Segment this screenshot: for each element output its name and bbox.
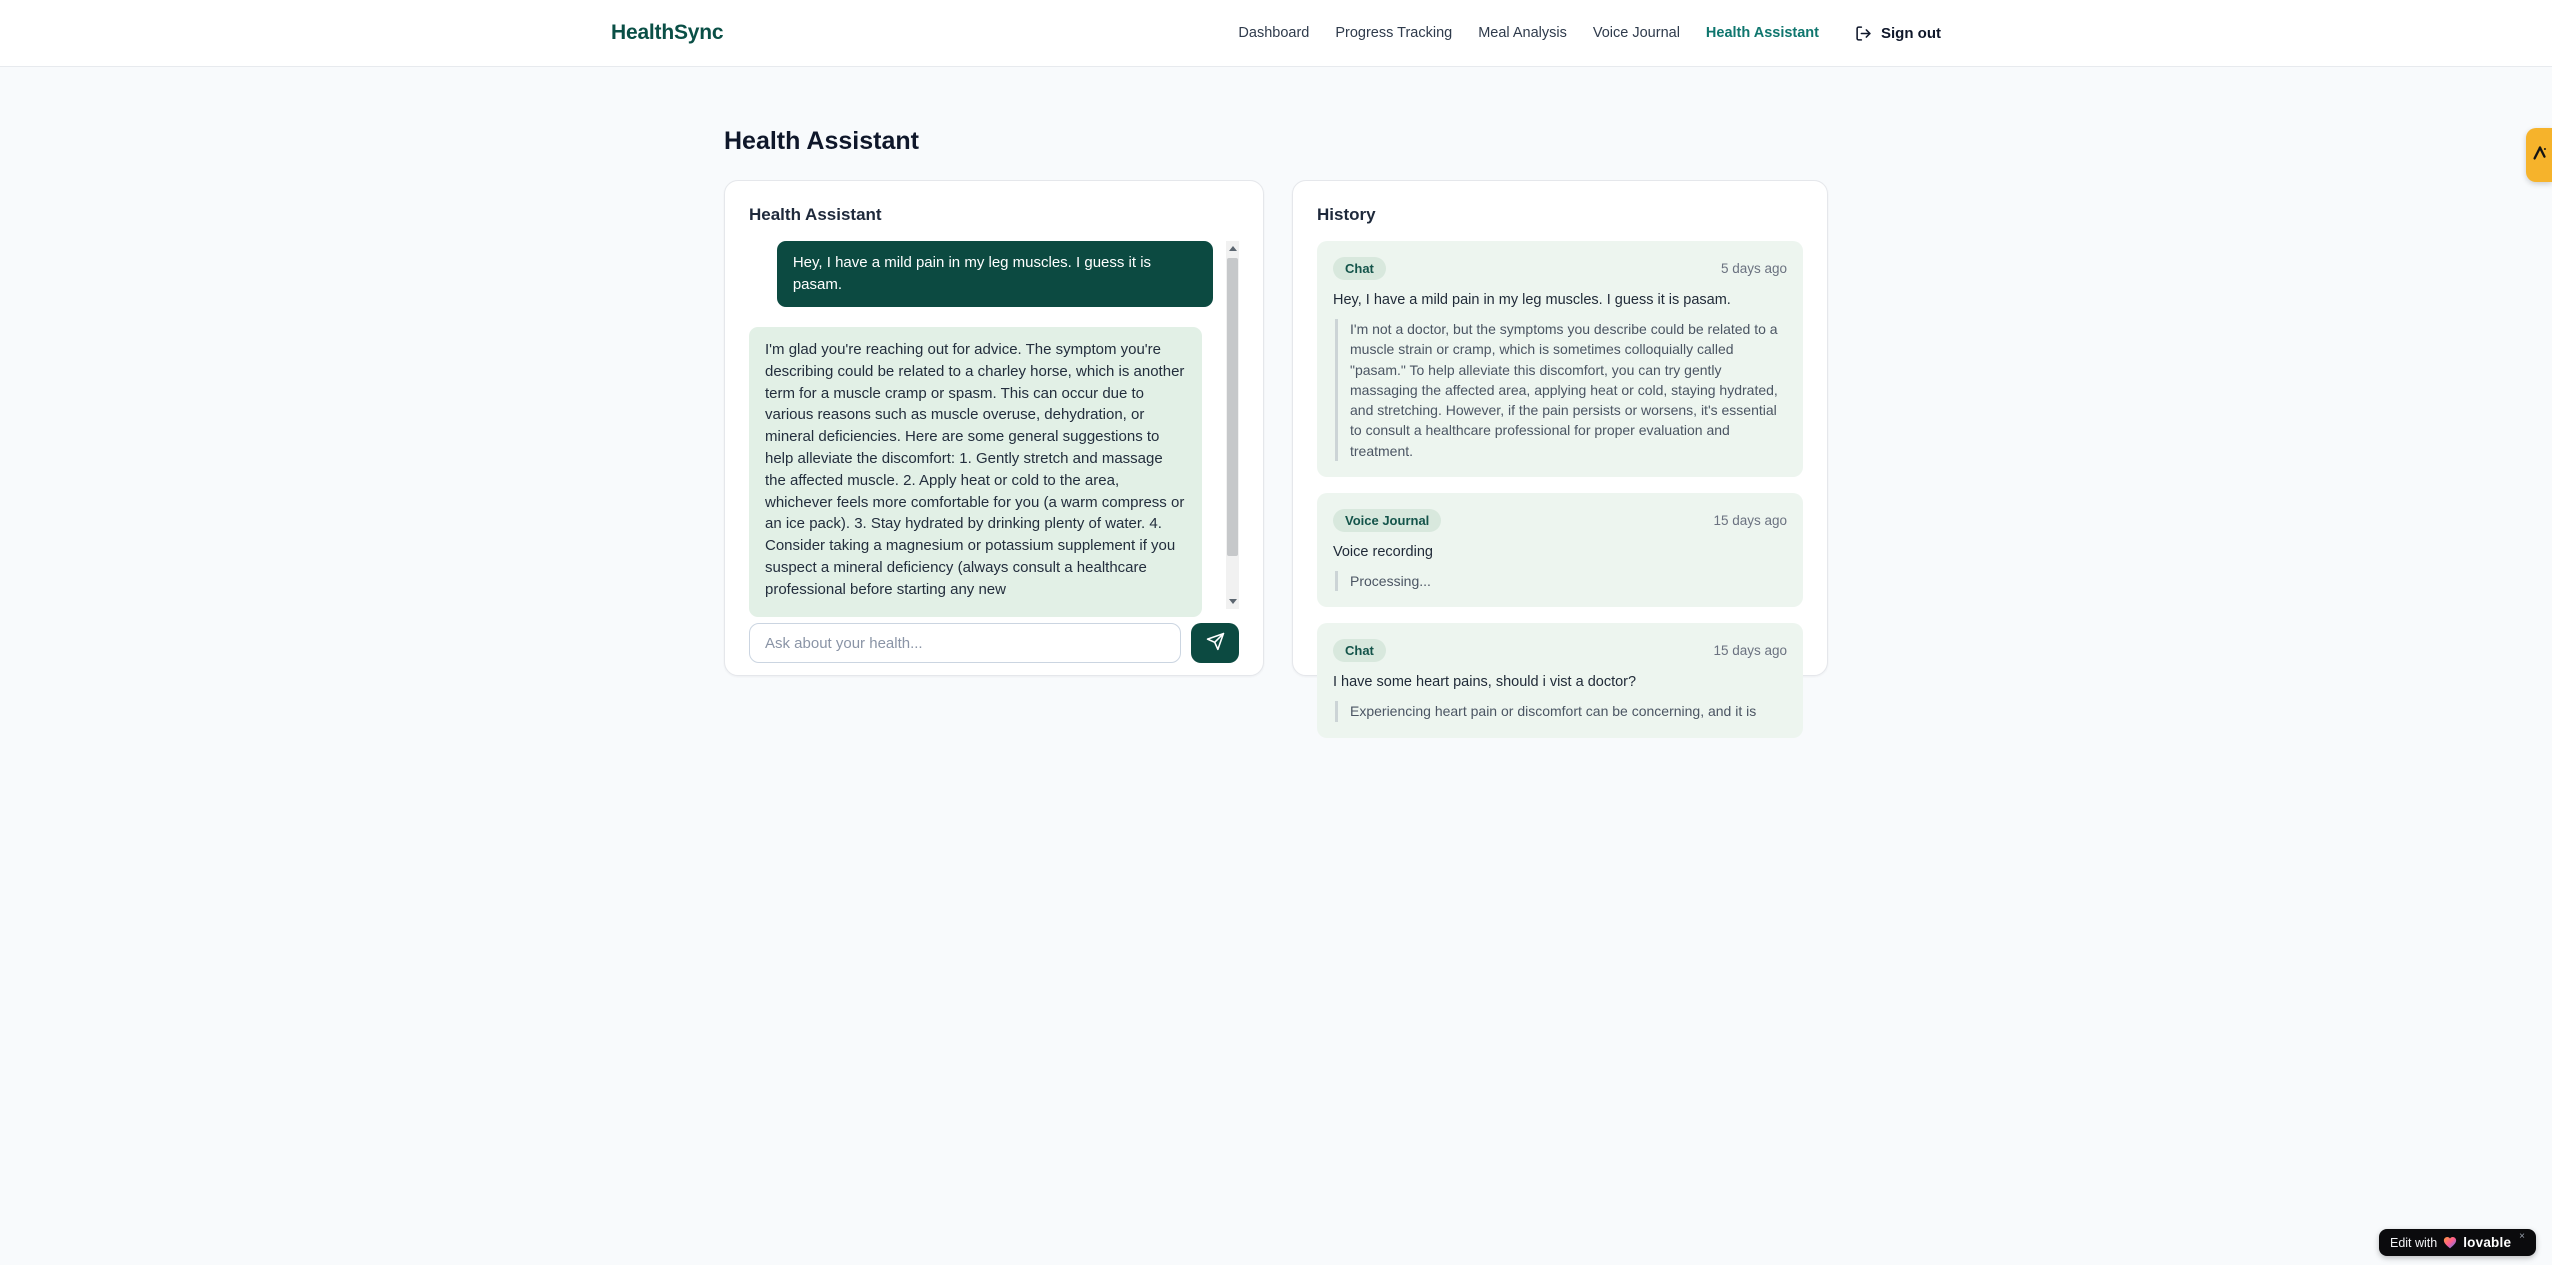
- history-card: [1292, 180, 1828, 720]
- send-button[interactable]: [1191, 623, 1239, 663]
- scrollbar-thumb[interactable]: [1227, 258, 1238, 556]
- entry-response: Processing...: [1335, 571, 1787, 591]
- signout-button[interactable]: [1855, 25, 1941, 42]
- entry-timestamp: 15 days ago: [1713, 643, 1787, 659]
- nav-progress-tracking[interactable]: Progress Tracking: [1335, 25, 1453, 41]
- chat-input[interactable]: [749, 623, 1181, 663]
- badge-close-icon[interactable]: ×: [2519, 1231, 2525, 1242]
- scroll-down-icon[interactable]: [1226, 594, 1239, 609]
- entry-question: I have some heart pains, should i vist a doctor?: [1333, 674, 1637, 691]
- attribution-side-badge[interactable]: [2526, 128, 2552, 182]
- signout-label: Sign out: [1881, 24, 1941, 42]
- edit-with-lovable-badge[interactable]: [2379, 1229, 2536, 1256]
- chat-card: [724, 180, 1264, 676]
- history-entry[interactable]: [1317, 241, 1803, 477]
- history-entry[interactable]: [1317, 623, 1803, 737]
- nav-meal-analysis[interactable]: Meal Analysis: [1478, 25, 1567, 41]
- chat-messages[interactable]: [749, 241, 1239, 609]
- nav-voice-journal[interactable]: Voice Journal: [1592, 25, 1680, 41]
- main-nav: [1238, 25, 1941, 42]
- nav-health-assistant[interactable]: Health Assistant: [1705, 25, 1819, 41]
- entry-question: Hey, I have a mild pain in my leg muscles. I guess it is pasam.: [1333, 292, 1731, 308]
- page-title: Health Assistant: [724, 127, 919, 155]
- entry-timestamp: 15 days ago: [1713, 513, 1787, 529]
- entry-response: Experiencing heart pain or discomfort can be concerning, and it is: [1335, 701, 1787, 721]
- lovable-wordmark: lovable: [2463, 1235, 2512, 1250]
- chat-message-assistant: I'm glad you're reaching out for advice. The symptom you're describing could be related to a charley horse, which is another term for a muscle cramp or spasm. This can occur due to various reasons such as muscle overuse, dehydration, or mineral deficiencies. Here are some general suggestions to help alleviate the discomfort: 1. Gently stretch and massage the affected muscle. 2. Apply heat or cold to the area, whichever feels more comfortable for you (a warm compress or an ice pack). 3. Stay hydrated by drinking plenty of water. 4. Consider taking a magnesium or potassium supplement if you suspect a mineral deficiency (always consult a healthcare professional before starting any new: [749, 327, 1202, 617]
- main-content: [724, 67, 1828, 720]
- entry-type-badge: Voice Journal: [1333, 509, 1441, 532]
- chat-message-user: Hey, I have a mild pain in my leg muscles. I guess it is pasam.: [777, 241, 1213, 307]
- app-header: [0, 0, 2552, 67]
- edit-with-label: Edit with: [2389, 1235, 2438, 1250]
- lovable-attribution-icon: [2531, 144, 2549, 167]
- logout-icon: [1855, 25, 1872, 42]
- entry-question: Voice recording: [1333, 544, 1433, 561]
- nav-dashboard[interactable]: Dashboard: [1238, 25, 1310, 41]
- entry-timestamp: 5 days ago: [1720, 261, 1787, 276]
- brand-logo[interactable]: HealthSync: [611, 21, 724, 44]
- history-list: [1317, 241, 1803, 720]
- paper-plane-icon: [1206, 632, 1225, 654]
- entry-response: I'm not a doctor, but the symptoms you describe could be related to a muscle strain or cramp, which is sometimes colloquially called "pasam." To help alleviate this discomfort, you can try gently massaging the affected area, applying heat or cold, staying hydrated, and stretching. However, if the pain persists or worsens, it's essential to consult a healthcare professional for proper evaluation and treatment.: [1335, 319, 1787, 461]
- lovable-heart-icon: [2443, 1236, 2457, 1249]
- scroll-up-icon[interactable]: [1226, 241, 1239, 256]
- chat-card-title: Health Assistant: [749, 205, 882, 224]
- history-entry[interactable]: [1317, 493, 1803, 607]
- history-title: History: [1317, 205, 1376, 224]
- entry-type-badge: Chat: [1333, 257, 1386, 280]
- chat-scrollbar[interactable]: [1226, 241, 1239, 609]
- entry-type-badge: Chat: [1333, 639, 1386, 662]
